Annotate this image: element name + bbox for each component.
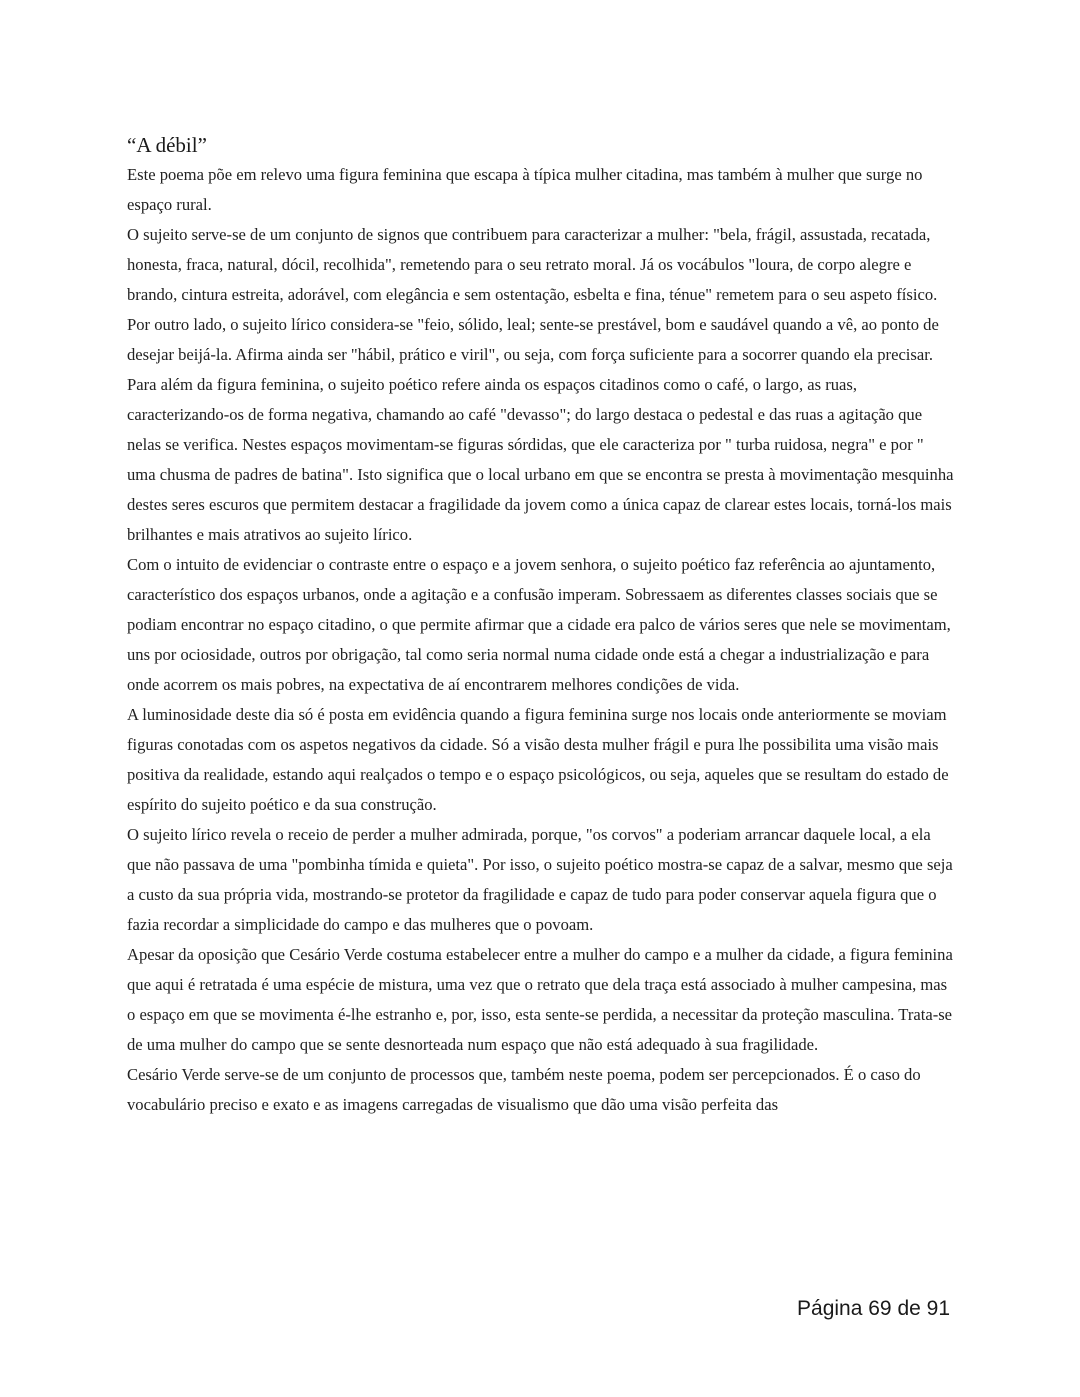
page-number: Página 69 de 91 xyxy=(797,1297,950,1320)
document-title: “A débil” xyxy=(127,133,207,157)
paragraph-6: A luminosidade deste dia só é posta em evidência quando a figura feminina surge nos locais onde anteriormente se moviam figuras conotadas com os aspetos negativos da cidade. Só a visão desta mulher frágil e pura lhe possibilita uma visão mais positiva da realidade, estando aqui realçados o tempo e o espaço psicológicos, ou seja, aqueles que se resultam do estado de espírito do sujeito poético e da sua construção. xyxy=(127,705,949,814)
paragraph-9: Cesário Verde serve-se de um conjunto de processos que, também neste poema, podem ser percepcionados. É o caso do vocabulário preciso e exato e as imagens carregadas de visualismo que dão uma visão perfeita das xyxy=(127,1065,921,1114)
paragraph-2: O sujeito serve-se de um conjunto de signos que contribuem para caracterizar a mulher: "bela, frágil, assustada, recatada, honesta, fraca, natural, dócil, recolhida", remetendo para o seu retrato moral. Já os vocábulos "loura, de corpo alegre e brando, cintura estreita, adorável, com elegância e sem ostentação, esbelta e fina, ténue" remetem para o seu aspeto físico. xyxy=(127,225,938,304)
paragraph-8: Apesar da oposição que Cesário Verde costuma estabelecer entre a mulher do campo e a mulher da cidade, a figura feminina que aqui é retratada é uma espécie de mistura, uma vez que o retrato que dela traça está associado à mulher campesina, mas o espaço em que se movimenta é-lhe estranho e, por, isso, esta sente-se perdida, a necessitar da proteção masculina. Trata-se de uma mulher do campo que se sente desnorteada num espaço que não está adequado à sua fragilidade. xyxy=(127,945,953,1054)
paragraph-5: Com o intuito de evidenciar o contraste entre o espaço e a jovem senhora, o sujeito poético faz referência ao ajuntamento, característico dos espaços urbanos, onde a agitação e a confusão imperam. Sobressaem as diferentes classes sociais que se podiam encontrar no espaço citadino, o que permite afirmar que a cidade era palco de vários seres que nele se movimentam, uns por ociosidade, outros por obrigação, tal como seria normal numa cidade onde está a chegar a industrialização e para onde acorrem os mais pobres, na expectativa de aí encontrarem melhores condições de vida. xyxy=(127,555,951,694)
paragraph-7: O sujeito lírico revela o receio de perder a mulher admirada, porque, "os corvos" a poderiam arrancar daquele local, a ela que não passava de uma "pombinha tímida e quieta". Por isso, o sujeito poético mostra-se capaz de a salvar, mesmo que seja a custo da sua própria vida, mostrando-se protetor da fragilidade e capaz de tudo para poder conservar aquela figura que o fazia recordar a simplicidade do campo e das mulheres que o povoam. xyxy=(127,825,953,934)
document-body xyxy=(127,130,955,1120)
paragraph-3: Por outro lado, o sujeito lírico considera-se "feio, sólido, leal; sente-se prestável, bom e saudável quando a vê, ao ponto de desejar beijá-la. Afirma ainda ser "hábil, prático e viril", ou seja, com força suficiente para a socorrer quando ela precisar. xyxy=(127,315,939,364)
paragraph-4: Para além da figura feminina, o sujeito poético refere ainda os espaços citadinos como o café, o largo, as ruas, caracterizando-os de forma negativa, chamando ao café "devasso"; do largo destaca o pedestal e das ruas a agitação que nelas se verifica. Nestes espaços movimentam-se figuras sórdidas, que ele caracteriza por " turba ruidosa, negra" e por " uma chusma de padres de batina". Isto significa que o local urbano em que se encontra se presta à movimentação mesquinha destes seres escuros que permitem destacar a fragilidade da jovem como a única capaz de clarear estes locais, torná-los mais brilhantes e mais atrativos ao sujeito lírico. xyxy=(127,375,954,544)
paragraph-1: Este poema põe em relevo uma figura feminina que escapa à típica mulher citadina, mas também à mulher que surge no espaço rural. xyxy=(127,165,923,214)
